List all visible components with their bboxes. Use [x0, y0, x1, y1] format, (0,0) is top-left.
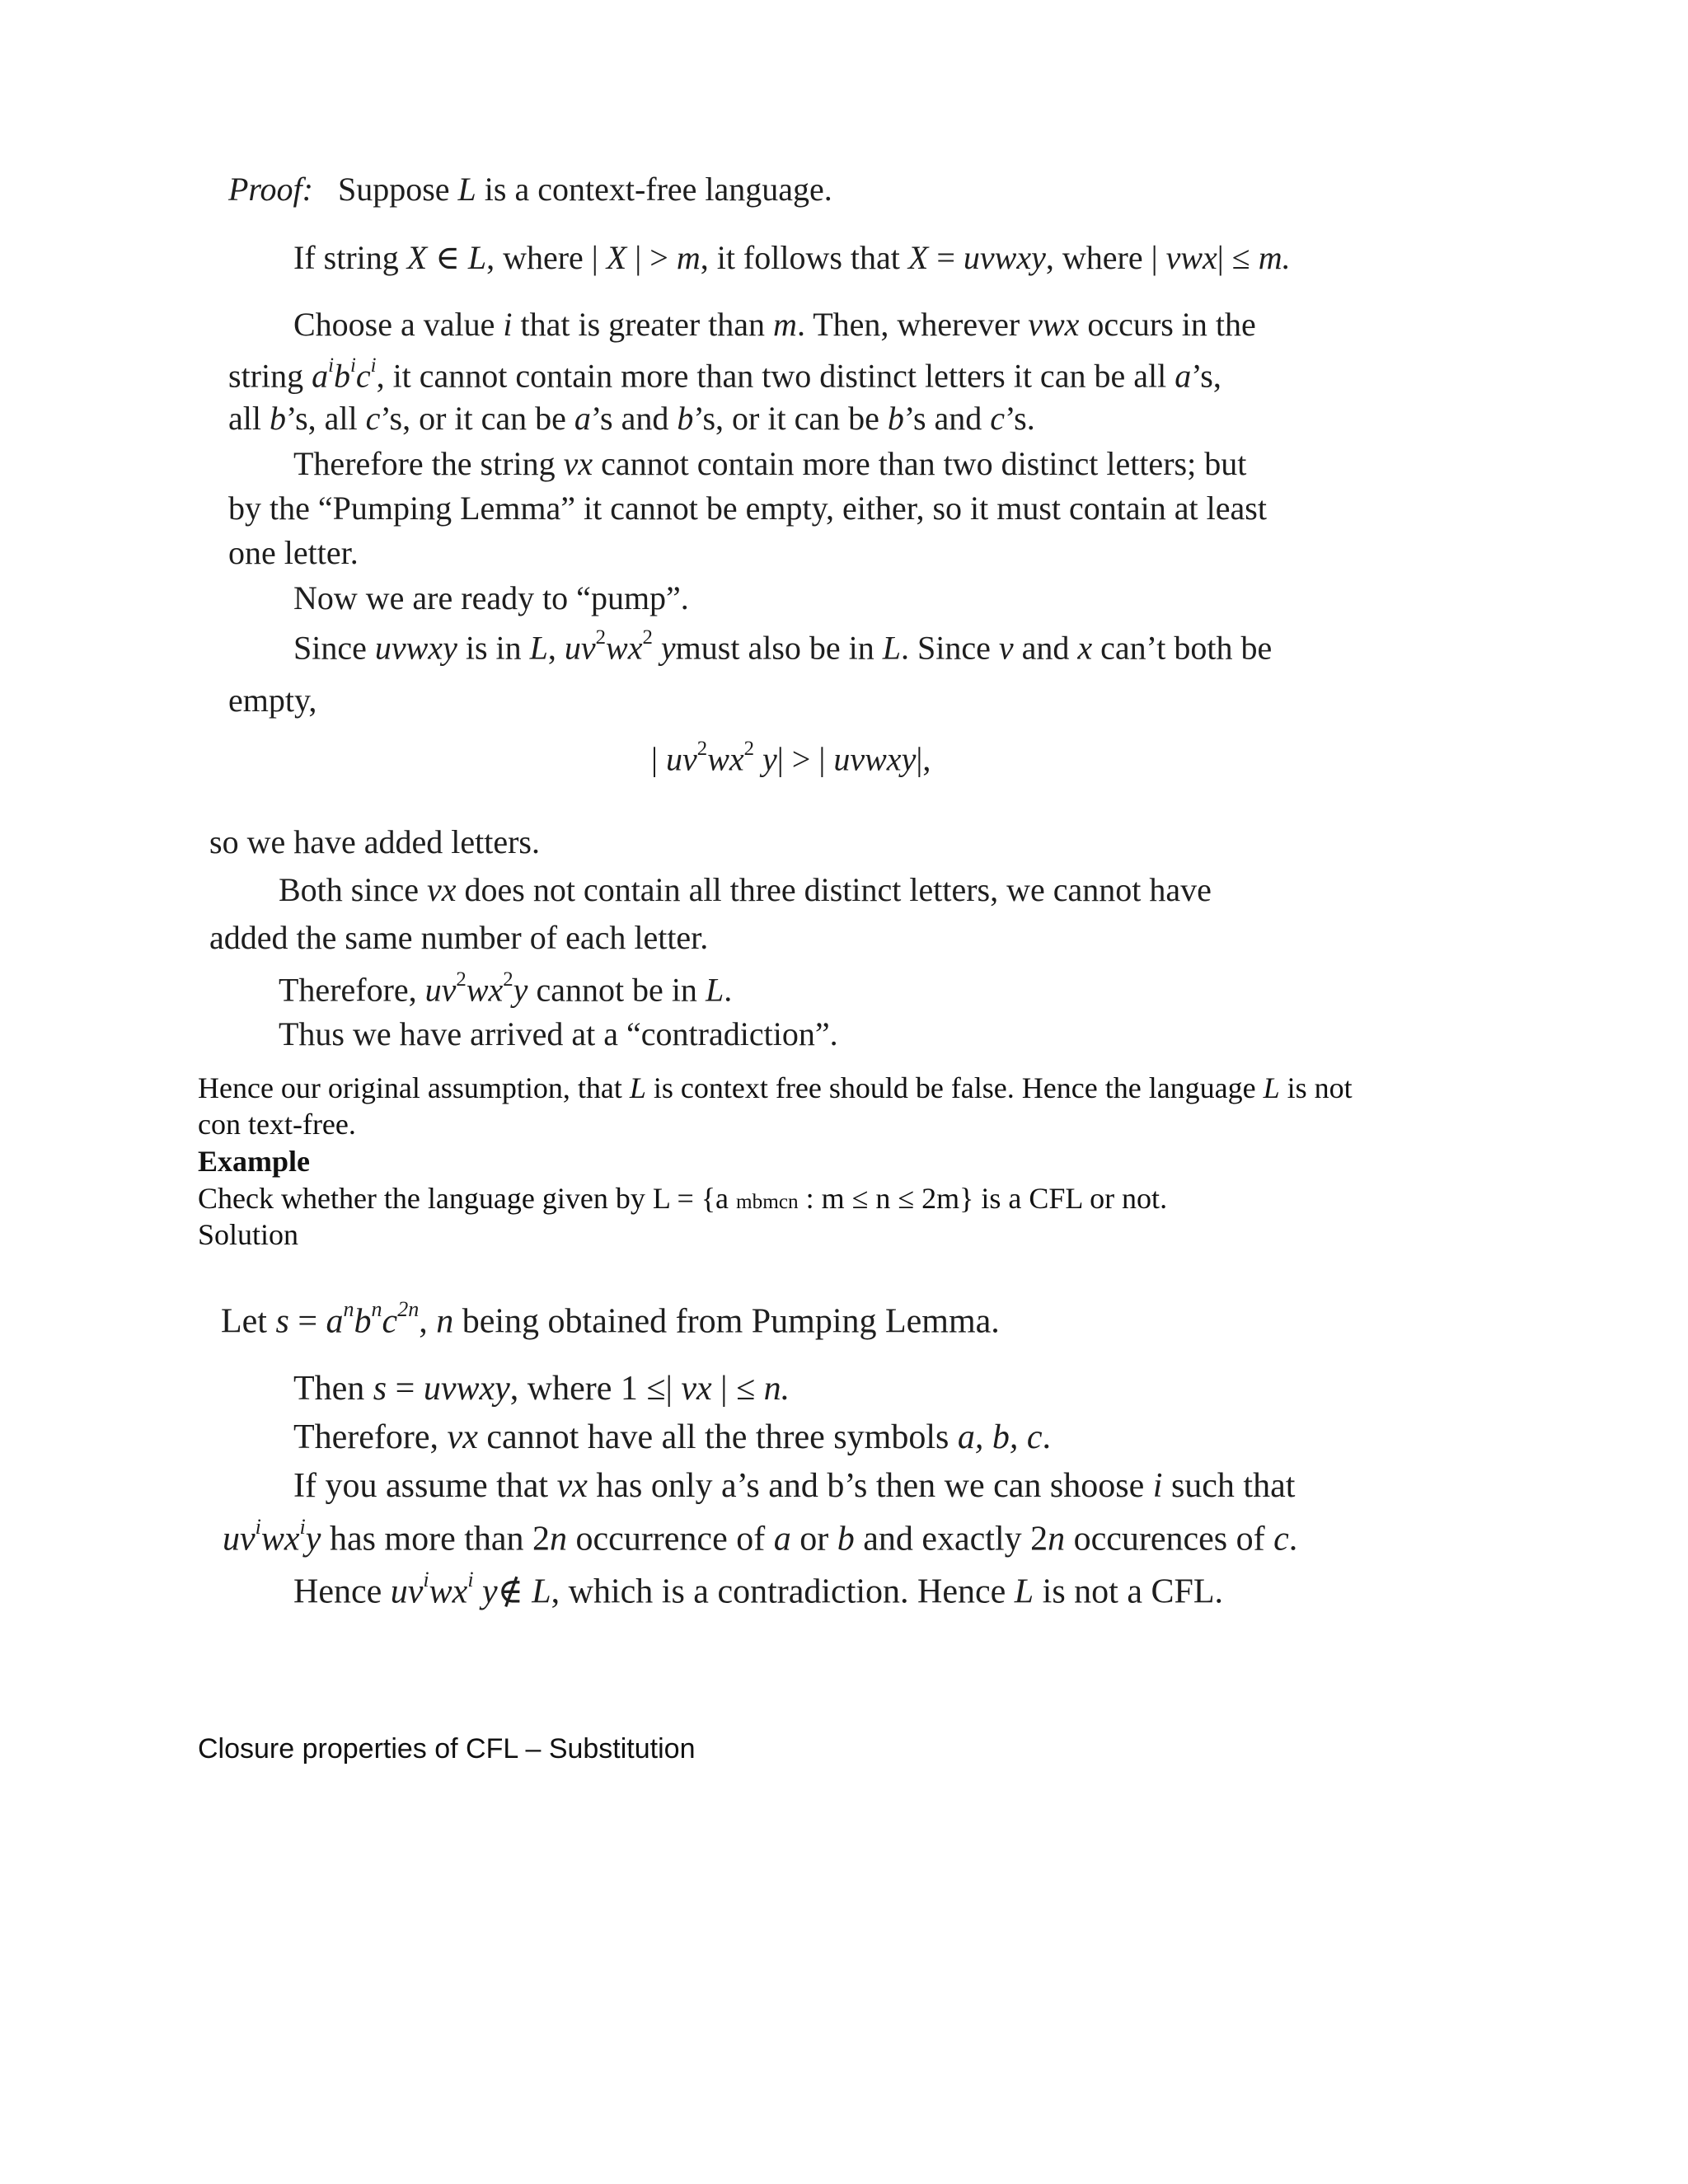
text-run: , where | — [486, 239, 607, 276]
exponent-i: i — [370, 354, 377, 377]
text-run: ’s. — [1005, 400, 1035, 437]
display-equation — [651, 739, 931, 776]
math-var: vx — [681, 1370, 712, 1408]
math-sub: c — [778, 1191, 788, 1213]
math-var: wx — [707, 740, 744, 778]
math-var: n. — [763, 1370, 790, 1408]
text-run: Let — [221, 1302, 276, 1341]
hence-line-2: con text-free. — [198, 1108, 356, 1141]
math-var: L — [467, 239, 487, 276]
text-run: . Then, wherever — [796, 306, 1029, 343]
math-var: wx — [466, 971, 504, 1009]
exponent: 2n — [397, 1297, 420, 1321]
math-var: wx — [260, 1520, 300, 1558]
math-var: y — [652, 629, 676, 667]
math-var: L — [532, 1572, 551, 1611]
text-run: does not contain all three distinct letters, we cannot have — [456, 871, 1212, 908]
text-run: , it follows that — [700, 239, 908, 276]
solution-line-1 — [221, 1299, 1000, 1339]
solution-block — [0, 1269, 1688, 1624]
text-run: Since — [293, 629, 375, 667]
math-var: a, b, c — [957, 1418, 1043, 1456]
math-var: L — [1014, 1572, 1034, 1611]
proof-line-3 — [228, 356, 1221, 393]
text-run: Choose a value — [293, 306, 504, 343]
text-run: cannot be in — [528, 971, 706, 1009]
math-var: i — [1152, 1467, 1163, 1505]
math-var: b — [837, 1520, 855, 1558]
proof-line-8: Now we are ready to “pump”. — [293, 579, 689, 616]
math-var: i — [503, 306, 513, 343]
math-var: X — [907, 239, 929, 276]
text-run: |, — [916, 740, 931, 778]
text-run: , it cannot contain more than two distinct letters it can be all — [376, 357, 1175, 395]
math-var: uvwxy — [833, 740, 917, 778]
text-run: or — [790, 1520, 837, 1558]
proof-block — [0, 0, 1688, 1071]
text-run: = — [387, 1370, 424, 1408]
math-var: a — [326, 1302, 344, 1341]
text-run: Therefore, — [279, 971, 425, 1009]
text-run: Check whether the language given by L = {a — [198, 1182, 737, 1215]
text-run: . — [724, 971, 733, 1009]
text-run: is not a CFL. — [1034, 1572, 1224, 1611]
text-run: . — [1042, 1418, 1051, 1456]
math-var: vwx — [1028, 306, 1080, 343]
text-run: , — [547, 629, 565, 667]
math-var: b — [887, 400, 904, 437]
text-run: such that — [1162, 1467, 1296, 1505]
solution-line-6 — [293, 1569, 1223, 1610]
text-run: being obtained from Pumping Lemma. — [453, 1302, 1000, 1341]
solution-heading: Solution — [198, 1218, 299, 1251]
math-var: L — [457, 171, 476, 208]
text-run: , where 1 ≤| — [509, 1370, 682, 1408]
text-run: ’s, all — [285, 400, 366, 437]
text-run: Hence our original assumption, that — [198, 1071, 630, 1104]
text-run: = — [928, 239, 964, 276]
text-run: | ≤ — [711, 1370, 764, 1408]
text-run: must also be in — [675, 629, 883, 667]
math-var: m — [676, 239, 701, 276]
text-run: ∈ — [427, 239, 468, 276]
math-var: a — [574, 400, 591, 437]
text-run: string — [228, 357, 312, 395]
solution-line-3 — [293, 1420, 1051, 1455]
math-var: a — [312, 357, 329, 395]
proof-line-12 — [279, 871, 1212, 908]
math-var: vx — [563, 445, 593, 482]
hence-line-1 — [198, 1073, 1353, 1103]
text-run: Therefore, — [293, 1418, 448, 1456]
text-run: can’t both be — [1092, 629, 1273, 667]
text-run: is a context-free language. — [476, 171, 832, 208]
proof-line-7: one letter. — [228, 534, 359, 571]
text-run: Therefore the string — [293, 445, 564, 482]
math-var: X — [606, 239, 627, 276]
math-var: n — [550, 1520, 568, 1558]
math-var: x — [1077, 629, 1093, 667]
math-var: vx — [426, 871, 457, 908]
exponent: 2 — [696, 738, 708, 760]
math-var: c — [365, 400, 381, 437]
math-var: uvwxy — [374, 629, 457, 667]
exponent: i — [423, 1568, 429, 1591]
text-run: and — [1013, 629, 1078, 667]
text-run: is not — [1279, 1071, 1353, 1104]
text-run: occurrence of — [567, 1520, 774, 1558]
math-sub: n — [788, 1191, 799, 1213]
math-sub: m — [736, 1191, 753, 1213]
text-run: is in — [457, 629, 530, 667]
math-var: y — [513, 971, 528, 1009]
math-var: uv — [666, 740, 697, 778]
math-var: vx — [556, 1467, 588, 1505]
exponent: i — [299, 1515, 306, 1539]
exponent: 2 — [595, 626, 607, 649]
math-var: b — [354, 1302, 372, 1341]
solution-line-4 — [293, 1469, 1295, 1503]
proof-line-15: Thus we have arrived at a “contradiction”. — [279, 1015, 838, 1052]
closure-heading: Closure properties of CFL – Substitution — [198, 1733, 696, 1765]
math-var: vx — [447, 1418, 478, 1456]
math-var: wx — [606, 629, 643, 667]
exponent: n — [343, 1297, 354, 1321]
proof-line-14 — [279, 970, 732, 1007]
math-var: m — [773, 306, 797, 343]
exponent: i — [255, 1515, 261, 1539]
text-run: occurences of — [1065, 1520, 1274, 1558]
text-run: : m ≤ n ≤ 2m} is a CFL or not. — [798, 1182, 1168, 1215]
proof-line-13: added the same number of each letter. — [209, 919, 709, 956]
text-run: is context free should be false. Hence the language — [645, 1071, 1264, 1104]
math-var: a — [1175, 357, 1192, 395]
proof-line-4 — [228, 402, 1035, 435]
math-var: uv — [223, 1520, 256, 1558]
text-run: . Since — [901, 629, 999, 667]
math-var: uv — [424, 971, 457, 1009]
text-run: . — [1288, 1520, 1298, 1558]
text-run: ’s and — [903, 400, 991, 437]
text-run: , — [419, 1302, 437, 1341]
math-var: L — [629, 1071, 646, 1104]
math-var: wx — [429, 1572, 468, 1611]
math-var: c — [382, 1302, 398, 1341]
math-var: b — [334, 357, 351, 395]
text-run: If you assume that — [293, 1467, 557, 1505]
proof-line-9 — [293, 628, 1272, 665]
text-run: , where | — [1045, 239, 1166, 276]
text-run: Hence — [293, 1572, 391, 1611]
math-var: uvwxy — [423, 1370, 510, 1408]
text-run: and exactly 2 — [854, 1520, 1048, 1558]
text-run: Then — [293, 1370, 373, 1408]
math-var: v — [998, 629, 1014, 667]
math-var: uvwxy — [963, 239, 1046, 276]
exponent: 2 — [642, 626, 653, 649]
text-run: ’s, — [1191, 357, 1221, 395]
exponent: 2 — [503, 968, 513, 991]
proof-line-5 — [293, 445, 1247, 482]
text-run: has more than 2 — [321, 1520, 551, 1558]
math-var: c — [355, 357, 371, 395]
math-var: b — [677, 400, 694, 437]
text-run: | > — [626, 239, 677, 276]
text-run: cannot contain more than two distinct letters; but — [593, 445, 1247, 482]
math-var: y — [754, 740, 777, 778]
math-var: uv — [390, 1572, 424, 1611]
math-var: a — [773, 1520, 791, 1558]
exponent: n — [371, 1297, 382, 1321]
math-var: s — [373, 1370, 387, 1408]
text-run: that is greater than — [512, 306, 774, 343]
math-var: c — [990, 400, 1006, 437]
solution-line-2 — [293, 1371, 790, 1406]
example-question — [198, 1183, 1167, 1213]
exponent-i: i — [328, 354, 335, 377]
proof-line-6: by the “Pumping Lemma” it cannot be empty, either, so it must contain at least — [228, 490, 1267, 527]
text-run: occurs in the — [1079, 306, 1256, 343]
text-run: , which is a contradiction. Hence — [551, 1572, 1015, 1611]
proof-line-10: empty, — [228, 682, 317, 719]
math-var: s — [275, 1302, 289, 1341]
math-var: L — [1263, 1071, 1280, 1104]
exponent: i — [467, 1568, 474, 1591]
math-var: b — [269, 400, 286, 437]
text-run: ’s, or it can be — [380, 400, 574, 437]
text-run: ’s and — [590, 400, 678, 437]
text-run: Both since — [279, 871, 427, 908]
proof-line-11: so we have added letters. — [209, 823, 540, 860]
math-var: X — [406, 239, 428, 276]
exponent: 2 — [743, 738, 755, 760]
text-run: | > | — [776, 740, 826, 778]
math-var: L — [705, 971, 724, 1009]
math-var: y — [305, 1520, 321, 1558]
math-sub: m — [762, 1191, 779, 1213]
exponent-i: i — [350, 354, 356, 377]
math-sub: b — [752, 1191, 763, 1213]
math-var: n — [1048, 1520, 1066, 1558]
math-var: L — [882, 629, 901, 667]
proof-line-2 — [293, 308, 1256, 341]
text-run: has only a’s and b’s then we can shoose — [587, 1467, 1153, 1505]
proof-label: Proof: — [228, 171, 313, 208]
text-run: cannot have all the three symbols — [477, 1418, 958, 1456]
example-heading: Example — [198, 1145, 311, 1178]
text-run: = — [288, 1302, 326, 1341]
math-var: uv — [564, 629, 596, 667]
text-run: ’s, or it can be — [693, 400, 888, 437]
math-var: L — [529, 629, 548, 667]
math-var: c — [1273, 1520, 1289, 1558]
math-var: vwx — [1165, 239, 1217, 276]
proof-intro — [228, 173, 832, 206]
text-run: all — [228, 400, 270, 437]
text-run: If string — [293, 239, 407, 276]
text-run: | ≤ — [1217, 239, 1259, 276]
exponent: 2 — [456, 968, 467, 991]
math-var: n — [436, 1302, 454, 1341]
solution-line-5 — [223, 1516, 1297, 1557]
text-run: | — [651, 740, 659, 778]
text-run: Suppose — [337, 171, 458, 208]
proof-line-1 — [293, 241, 1291, 274]
math-var: m. — [1258, 239, 1291, 276]
math-var: y — [473, 1572, 498, 1611]
text-run: ∉ — [497, 1572, 532, 1611]
